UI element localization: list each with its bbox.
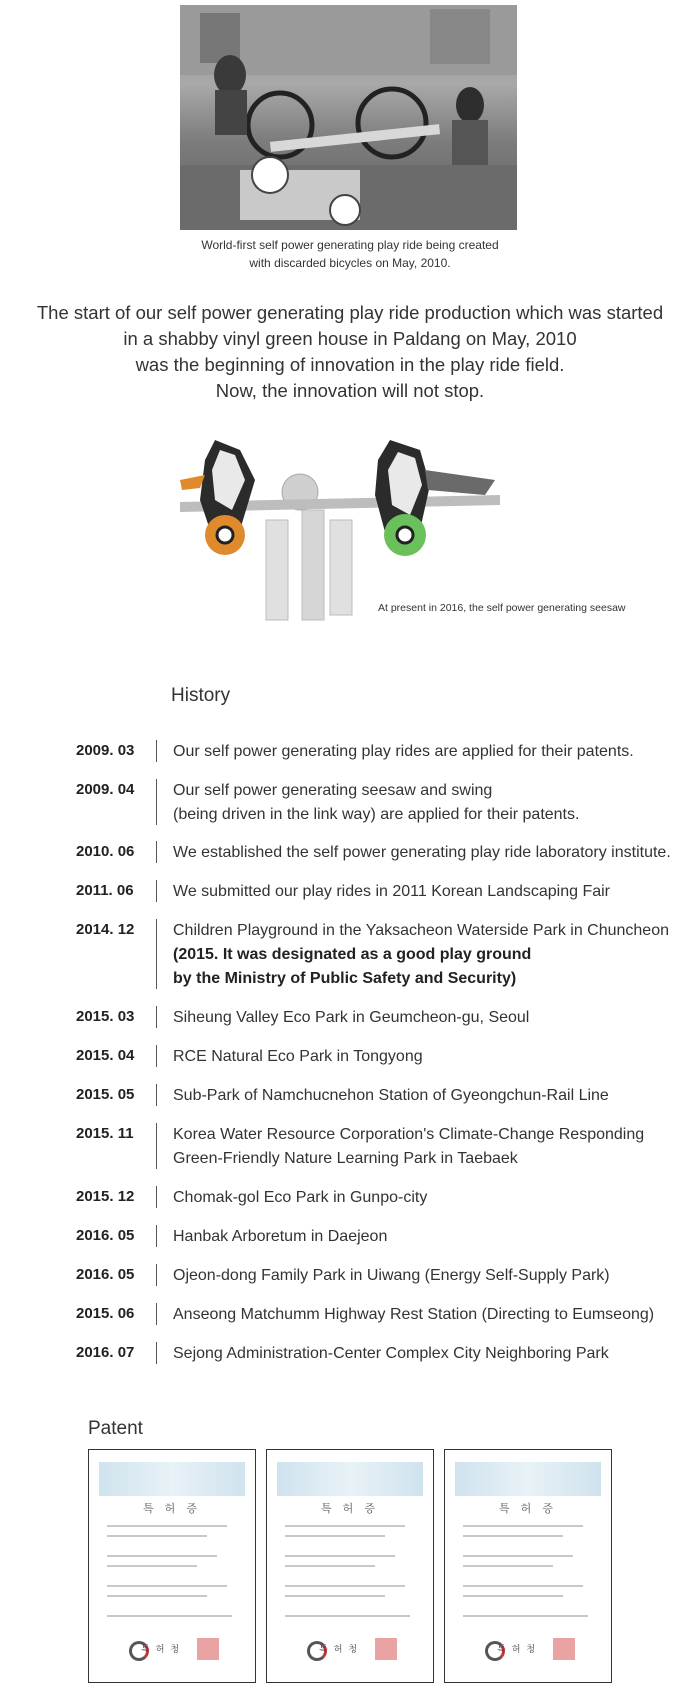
history-text: We submitted our play rides in 2011 Korean Landscaping Fair xyxy=(173,883,610,900)
timeline-divider xyxy=(156,1084,157,1106)
history-year: 2015. 12 xyxy=(76,1188,135,1205)
certificate-title: 특 허 증 xyxy=(143,1503,201,1515)
patent-heading: Patent xyxy=(88,1418,143,1439)
timeline-divider xyxy=(156,740,157,762)
patent-certificate-2 xyxy=(266,1449,434,1683)
intro-paragraph xyxy=(20,300,680,404)
certificate-title: 특 허 증 xyxy=(499,1503,557,1515)
history-text: Green-Friendly Nature Learning Park in Taebaek xyxy=(173,1150,518,1167)
history-year: 2009. 04 xyxy=(76,781,135,798)
intro-line4: Now, the innovation will not stop. xyxy=(215,380,485,401)
timeline-divider xyxy=(156,880,157,902)
certificate-banner xyxy=(277,1462,423,1496)
certificate-text-line xyxy=(107,1535,207,1537)
history-text: Anseong Matchumm Highway Rest Station (Directing to Eumseong) xyxy=(173,1306,655,1323)
timeline-divider xyxy=(156,1186,157,1208)
history-text: Sub-Park of Namchucnehon Station of Gyeongchun-Rail Line xyxy=(173,1087,609,1104)
history-year: 2016. 07 xyxy=(76,1344,135,1361)
history-text: (being driven in the link way) are applied for their patents. xyxy=(173,806,580,823)
certificate-text-line xyxy=(463,1565,553,1567)
timeline-divider xyxy=(156,841,157,863)
certificate-text-line xyxy=(463,1525,583,1527)
certificate-issuer: 특허청 xyxy=(319,1644,364,1654)
history-text: Our self power generating play rides are applied for their patents. xyxy=(173,743,634,760)
history-year: 2010. 06 xyxy=(76,843,135,860)
history-text: Our self power generating seesaw and swing xyxy=(173,782,493,799)
certificate-text-line xyxy=(107,1595,207,1597)
timeline-divider xyxy=(156,779,157,825)
certificate-text-line xyxy=(285,1565,375,1567)
history-year: 2015. 04 xyxy=(76,1047,135,1064)
history-year: 2016. 05 xyxy=(76,1266,135,1283)
history-text: Sejong Administration-Center Complex City Neighboring Park xyxy=(173,1345,609,1362)
intro-line1: The start of our self power generating play ride production which was started xyxy=(36,302,664,323)
timeline-divider xyxy=(156,1342,157,1364)
intro-line2: in a shabby vinyl green house in Paldang on May, 2010 xyxy=(123,328,577,349)
timeline-divider xyxy=(156,1303,157,1325)
seesaw-caption: At present in 2016, the self power generating seesaw xyxy=(378,602,626,614)
photo-caption-line1: World-first self power generating play ride being created xyxy=(201,238,499,252)
photo-caption-line2: with discarded bicycles on May, 2010. xyxy=(249,256,451,270)
certificate-text-line xyxy=(107,1525,227,1527)
history-text: Siheung Valley Eco Park in Geumcheon-gu, Seoul xyxy=(173,1009,530,1026)
red-seal-icon xyxy=(197,1638,219,1660)
certificate-text-line xyxy=(285,1525,405,1527)
timeline-divider xyxy=(156,1123,157,1169)
history-text: Children Playground in the Yaksacheon Waterside Park in Chuncheon xyxy=(173,922,669,939)
history-year: 2014. 12 xyxy=(76,921,135,938)
history-text-bold xyxy=(173,967,693,991)
history-year: 2015. 03 xyxy=(76,1008,135,1025)
certificate-text-line xyxy=(463,1615,588,1617)
history-heading: History xyxy=(171,685,231,706)
timeline-divider xyxy=(156,1006,157,1028)
certificate-text-line xyxy=(107,1565,197,1567)
certificate-title: 특 허 증 xyxy=(321,1503,379,1515)
certificate-text-line xyxy=(285,1595,385,1597)
certificate-banner xyxy=(455,1462,601,1496)
certificate-text-line xyxy=(285,1535,385,1537)
history-year: 2015. 06 xyxy=(76,1305,135,1322)
certificate-text-line xyxy=(107,1555,217,1557)
history-text: Korea Water Resource Corporation's Climate-Change Responding xyxy=(173,1126,645,1143)
certificate-text-line xyxy=(463,1535,563,1537)
red-seal-icon xyxy=(553,1638,575,1660)
history-text: Ojeon-dong Family Park in Uiwang (Energy Self-Supply Park) xyxy=(173,1267,610,1284)
history-text: Chomak-gol Eco Park in Gunpo-city xyxy=(173,1189,428,1206)
history-text-bold-line: by the Ministry of Public Safety and Security) xyxy=(173,970,517,987)
timeline-divider xyxy=(156,919,157,989)
history-text: RCE Natural Eco Park in Tongyong xyxy=(173,1048,423,1065)
history-text-bold xyxy=(173,943,693,967)
patent-certificate-3 xyxy=(444,1449,612,1683)
intro-line3: was the beginning of innovation in the play ride field. xyxy=(135,354,565,375)
certificate-text-line xyxy=(463,1585,583,1587)
red-seal-icon xyxy=(375,1638,397,1660)
patent-certificate-1 xyxy=(88,1449,256,1683)
history-year: 2009. 03 xyxy=(76,742,135,759)
history-year: 2015. 11 xyxy=(76,1125,134,1142)
play-ride-photo xyxy=(180,5,517,230)
history-text: Hanbak Arboretum in Daejeon xyxy=(173,1228,388,1245)
certificate-text-line xyxy=(285,1585,405,1587)
history-year: 2011. 06 xyxy=(76,882,134,899)
certificate-issuer: 특허청 xyxy=(141,1644,186,1654)
certificate-text-line xyxy=(285,1555,395,1557)
timeline-divider xyxy=(156,1264,157,1286)
certificate-banner xyxy=(99,1462,245,1496)
timeline-divider xyxy=(156,1225,157,1247)
history-text-bold-line: (2015. It was designated as a good play ground xyxy=(173,946,532,963)
history-year: 2015. 05 xyxy=(76,1086,135,1103)
certificate-issuer: 특허청 xyxy=(497,1644,542,1654)
certificate-text-line xyxy=(285,1615,410,1617)
photo-caption xyxy=(150,236,550,272)
timeline-divider xyxy=(156,1045,157,1067)
history-year: 2016. 05 xyxy=(76,1227,135,1244)
certificate-text-line xyxy=(463,1555,573,1557)
history-text: We established the self power generating play ride laboratory institute. xyxy=(173,844,671,861)
certificate-text-line xyxy=(107,1615,232,1617)
certificate-text-line xyxy=(107,1585,227,1587)
certificate-text-line xyxy=(463,1595,563,1597)
